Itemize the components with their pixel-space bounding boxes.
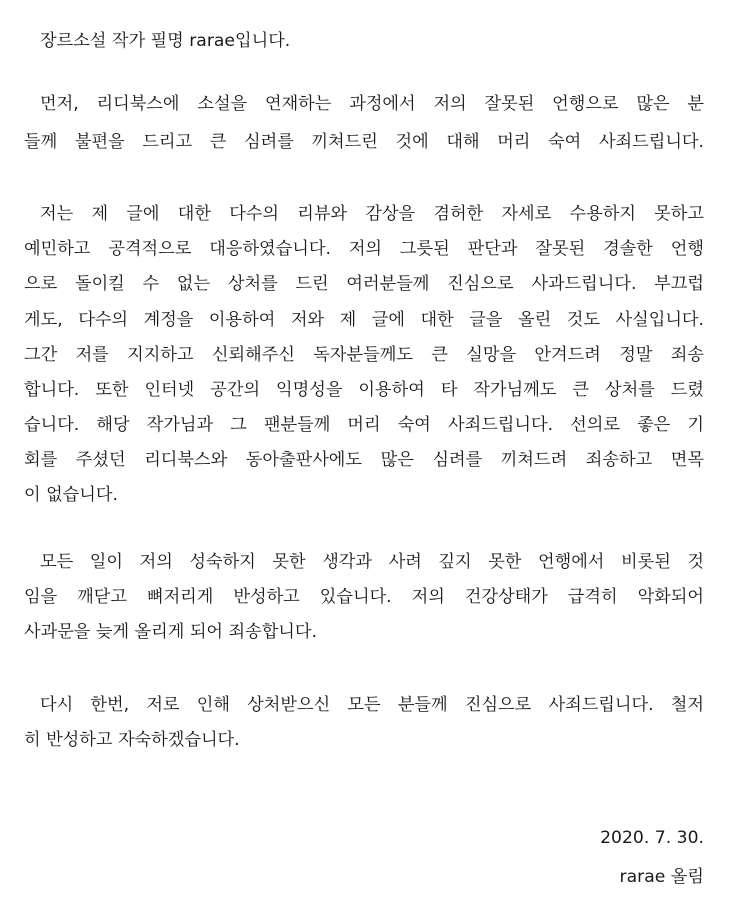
paragraph-2-line-2: 예민하고 공격적으로 대응하였습니다. 저의 그릇된 판단과 잘못된 경솔한 언행 xyxy=(24,239,704,259)
paragraph-3-line-3: 사과문을 늦게 올리게 되어 죄송합니다. xyxy=(24,622,317,642)
letter-signature: rarae 올림 xyxy=(619,867,704,887)
paragraph-4-line-2: 히 반성하고 자숙하겠습니다. xyxy=(24,730,240,750)
paragraph-2-line-1: 저는 제 글에 대한 다수의 리뷰와 감상을 겸허한 자세로 수용하지 못하고 xyxy=(40,204,704,224)
paragraph-1-line-2: 들께 불편을 드리고 큰 심려를 끼쳐드린 것에 대해 머리 숙여 사죄드립니다. xyxy=(24,132,704,152)
paragraph-2-line-9: 이 없습니다. xyxy=(24,485,118,505)
paragraph-1-line-1: 먼저, 리디북스에 소설을 연재하는 과정에서 저의 잘못된 언행으로 많은 분 xyxy=(40,94,704,114)
paragraph-2-line-7: 습니다. 해당 작가님과 그 팬분들께 머리 숙여 사죄드립니다. 선의로 좋은 기 xyxy=(24,415,704,435)
paragraph-2-line-6: 합니다. 또한 인터넷 공간의 익명성을 이용하여 타 작가님께도 큰 상처를 드렸 xyxy=(24,380,704,400)
paragraph-2-line-3: 으로 돌이킬 수 없는 상처를 드린 여러분들께 진심으로 사과드립니다. 부끄럽 xyxy=(24,274,704,294)
paragraph-2-line-5: 그간 저를 지지하고 신뢰해주신 독자분들께도 큰 실망을 안겨드려 정말 죄송 xyxy=(24,345,704,365)
paragraph-2-line-4: 게도, 다수의 계정을 이용하여 저와 제 글에 대한 글을 올린 것도 사실입니다. xyxy=(24,310,704,330)
paragraph-3-line-1: 모든 일이 저의 성숙하지 못한 생각과 사려 깊지 못한 언행에서 비롯된 것 xyxy=(40,552,704,572)
greeting-line: 장르소설 작가 필명 rarae입니다. xyxy=(40,31,291,51)
paragraph-4-line-1: 다시 한번, 저로 인해 상처받으신 모든 분들께 진심으로 사죄드립니다. 철저 xyxy=(40,695,704,715)
letter-date: 2020. 7. 30. xyxy=(600,828,704,848)
paragraph-2-line-8: 회를 주셨던 리디북스와 동아출판사에도 많은 심려를 끼쳐드려 죄송하고 면목 xyxy=(24,450,704,470)
paragraph-3-line-2: 임을 깨닫고 뼈저리게 반성하고 있습니다. 저의 건강상태가 급격히 악화되어 xyxy=(24,587,704,607)
